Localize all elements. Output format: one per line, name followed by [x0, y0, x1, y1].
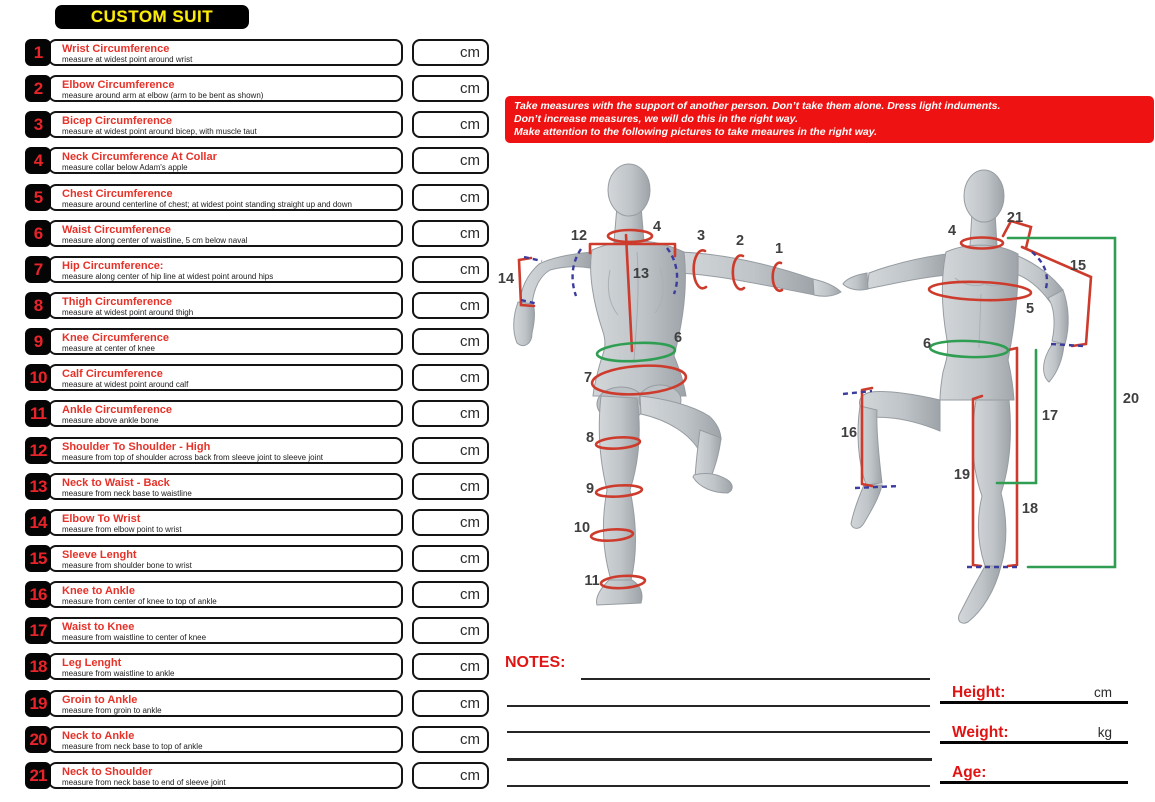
- row-number-badge: [25, 364, 51, 391]
- measurement-value-input[interactable]: [414, 298, 460, 313]
- personal-info-fields: [940, 681, 1128, 801]
- measurement-value-input[interactable]: [414, 153, 460, 168]
- measurement-description: measure from shoulder bone to wrist: [62, 560, 192, 570]
- measurement-value-box[interactable]: [412, 147, 489, 174]
- measurement-value-input[interactable]: [414, 370, 460, 385]
- measurement-value-box[interactable]: [412, 437, 489, 464]
- measurement-description: measure along center of waistline, 5 cm below naval: [62, 235, 248, 245]
- measurement-title: Leg Lenght: [62, 657, 122, 670]
- measurement-value-input[interactable]: [414, 732, 460, 747]
- measurement-value-box[interactable]: [412, 328, 489, 355]
- measurement-value-box[interactable]: [412, 364, 489, 391]
- row-number-badge: [25, 473, 51, 500]
- figure-annotation-label: 8: [585, 430, 595, 446]
- measurement-row: [25, 653, 489, 680]
- measurement-description: measure from waistline to ankle: [62, 669, 175, 679]
- measurement-label-box: [48, 545, 403, 572]
- row-number-badge: [25, 147, 51, 174]
- measurement-figure: [488, 150, 1155, 655]
- measurement-title: Neck to Waist - Back: [62, 476, 170, 489]
- measurement-list: [25, 39, 489, 789]
- figure-annotation-label: 20: [1122, 391, 1140, 407]
- unit-label: cm: [460, 658, 480, 676]
- row-number: 12: [29, 440, 47, 460]
- measurement-row: [25, 111, 489, 138]
- unit-label: cm: [460, 549, 480, 567]
- row-number: 2: [33, 79, 43, 99]
- measurement-label-box: [48, 762, 403, 789]
- measurement-row: [25, 473, 489, 500]
- figure-annotation-label: 9: [585, 481, 595, 497]
- row-number-badge: [25, 437, 51, 464]
- measurement-title: Waist to Knee: [62, 621, 135, 634]
- measurement-value-input[interactable]: [414, 696, 460, 711]
- measurement-row: [25, 581, 489, 608]
- unit-label: cm: [460, 80, 480, 98]
- measurement-value-input[interactable]: [414, 190, 460, 205]
- row-number: 1: [33, 43, 43, 62]
- row-number: 7: [33, 259, 43, 279]
- measurement-value-box[interactable]: [412, 545, 489, 572]
- measurement-value-input[interactable]: [414, 226, 460, 241]
- figure-annotation-label: 12: [570, 228, 588, 244]
- notes-line[interactable]: [507, 785, 930, 787]
- measurement-label-box: [48, 292, 403, 319]
- measurement-title: Waist Circumference: [62, 223, 172, 236]
- measurement-value-input[interactable]: [414, 334, 460, 349]
- measurement-label-box: [48, 364, 403, 391]
- unit-label: cm: [460, 224, 480, 242]
- info-field-label: Height:: [952, 683, 1006, 701]
- unit-label: cm: [460, 441, 480, 459]
- measurement-label-box: [48, 220, 403, 247]
- info-field-unit: cm: [1094, 684, 1112, 700]
- row-number: 21: [29, 765, 47, 785]
- figure-annotation-label: 10: [573, 520, 591, 536]
- measurement-description: measure along center of hip line at widest point around hips: [62, 271, 274, 281]
- row-number: 19: [29, 693, 47, 713]
- row-number: 17: [29, 621, 47, 641]
- measurement-row: [25, 437, 489, 464]
- row-number-badge: [25, 400, 51, 427]
- measurement-title: Shoulder To Shoulder - High: [62, 440, 211, 453]
- measurement-description: measure from neck base to waistline: [62, 488, 192, 498]
- measurement-value-input[interactable]: [414, 551, 460, 566]
- unit-label: cm: [460, 260, 480, 278]
- measurement-label-box: [48, 75, 403, 102]
- row-number-badge: [25, 545, 51, 572]
- unit-label: cm: [460, 730, 480, 748]
- unit-label: cm: [460, 513, 480, 531]
- measurement-value-box[interactable]: [412, 184, 489, 211]
- measurement-value-box[interactable]: [412, 292, 489, 319]
- row-number: 3: [33, 115, 43, 135]
- unit-label: cm: [460, 586, 480, 604]
- measurement-title: Knee Circumference: [62, 332, 169, 345]
- measurement-value-input[interactable]: [414, 515, 460, 530]
- figure-annotation-label: 16: [840, 425, 858, 441]
- measurement-title: Neck to Shoulder: [62, 765, 153, 778]
- unit-label: cm: [460, 405, 480, 423]
- measurement-label-box: [48, 184, 403, 211]
- figure-annotation-label: 1: [774, 241, 784, 257]
- unit-label: cm: [460, 188, 480, 206]
- notes-line[interactable]: [507, 758, 932, 761]
- row-number-badge: [25, 328, 51, 355]
- measurement-description: measure at widest point around calf: [62, 380, 189, 390]
- measurement-row: [25, 400, 489, 427]
- row-number-badge: [25, 617, 51, 644]
- warning-line: Take measures with the support of another person. Don’t take them alone. Dress light induments.: [514, 100, 1001, 112]
- figure-annotation-label: 18: [1021, 501, 1039, 517]
- figure-annotation-label: 19: [953, 467, 971, 483]
- measurement-title: Knee to Ankle: [62, 585, 135, 598]
- measurement-label-box: [48, 653, 403, 680]
- measurement-value-input[interactable]: [414, 81, 460, 96]
- row-number-badge: [25, 220, 51, 247]
- measurement-value-box[interactable]: [412, 111, 489, 138]
- measurement-label-box: [48, 328, 403, 355]
- measurement-label-box: [48, 111, 403, 138]
- page-title-bar: [55, 5, 249, 29]
- measurement-title: Groin to Ankle: [62, 693, 138, 706]
- mannequin-diagram-image: [488, 150, 1155, 655]
- measurement-row: [25, 617, 489, 644]
- unit-label: cm: [460, 152, 480, 170]
- measurement-value-box[interactable]: [412, 75, 489, 102]
- row-number: 5: [33, 187, 43, 207]
- row-number-badge: [25, 111, 51, 138]
- measurement-description: measure around centerline of chest; at widest point standing straight up and down: [62, 199, 352, 209]
- measurement-value-input[interactable]: [414, 479, 460, 494]
- notes-line[interactable]: [507, 731, 930, 733]
- row-number: 15: [29, 548, 47, 568]
- measurement-value-box[interactable]: [412, 581, 489, 608]
- measurement-description: measure at widest point around bicep, with muscle taut: [62, 127, 257, 137]
- figure-annotation-label: 17: [1041, 408, 1059, 424]
- figure-annotation-label: 6: [673, 330, 683, 346]
- row-number: 6: [33, 223, 43, 243]
- row-number-badge: [25, 762, 51, 789]
- measurement-title: Neck Circumference At Collar: [62, 151, 217, 164]
- measurement-value-box[interactable]: [412, 220, 489, 247]
- measurement-description: measure at widest point around wrist: [62, 55, 193, 64]
- measurement-label-box: [48, 473, 403, 500]
- page-title: CUSTOM SUIT: [90, 7, 214, 26]
- measurement-row: [25, 75, 489, 102]
- measurement-label-box: [48, 581, 403, 608]
- measurement-row: [25, 762, 489, 789]
- row-number-badge: [25, 690, 51, 717]
- row-number: 11: [30, 404, 46, 424]
- measurement-label-box: [48, 617, 403, 644]
- measurement-label-box: [48, 147, 403, 174]
- measurement-value-box[interactable]: [412, 690, 489, 717]
- figure-annotation-label: 11: [584, 573, 600, 589]
- measurement-title: Thigh Circumference: [62, 295, 173, 308]
- info-field-row[interactable]: [940, 761, 1128, 784]
- measurement-row: [25, 147, 489, 174]
- unit-label: cm: [460, 766, 480, 784]
- row-number: 4: [33, 151, 43, 171]
- unit-label: cm: [460, 622, 480, 640]
- info-field-row[interactable]: [940, 721, 1128, 744]
- measurement-value-input[interactable]: [414, 117, 460, 132]
- measurement-row: [25, 256, 489, 283]
- notes-line[interactable]: [507, 705, 930, 707]
- row-number: 16: [29, 585, 47, 605]
- measurement-value-box[interactable]: [412, 256, 489, 283]
- measurement-value-input[interactable]: [414, 406, 460, 421]
- measurement-row: [25, 220, 489, 247]
- measurement-description: measure collar below Adam's apple: [62, 163, 188, 173]
- row-number-badge: [25, 726, 51, 753]
- figure-annotation-label: 3: [696, 228, 706, 244]
- measurement-value-box[interactable]: [412, 400, 489, 427]
- info-field-label: Age:: [952, 763, 987, 781]
- row-number: 14: [29, 512, 47, 532]
- measurement-title: Hip Circumference:: [62, 259, 164, 272]
- measurement-value-input[interactable]: [414, 659, 460, 674]
- notes-line[interactable]: [581, 678, 930, 680]
- measurement-title: Neck to Ankle: [62, 729, 135, 742]
- measurement-label-box: [48, 39, 403, 66]
- measurement-title: Chest Circumference: [62, 187, 173, 200]
- measurement-title: Elbow Circumference: [62, 79, 175, 92]
- measurement-value-box[interactable]: [412, 509, 489, 536]
- measurement-row: [25, 690, 489, 717]
- figure-annotation-label: 4: [652, 219, 662, 235]
- measurement-description: measure from center of knee to top of ankle: [62, 597, 217, 607]
- measurement-description: measure from neck base to end of sleeve joint: [62, 777, 226, 787]
- row-number: 8: [33, 295, 43, 315]
- unit-label: cm: [460, 694, 480, 712]
- row-number-badge: [25, 75, 51, 102]
- row-number-badge: [25, 39, 51, 66]
- row-number: 13: [29, 476, 47, 496]
- info-field-label: Weight:: [952, 723, 1009, 741]
- measurement-title: Wrist Circumference: [62, 43, 170, 55]
- measurement-label-box: [48, 256, 403, 283]
- row-number-badge: [25, 256, 51, 283]
- measurement-description: measure above ankle bone: [62, 416, 159, 426]
- figure-annotation-label: 13: [632, 266, 650, 282]
- measurement-row: [25, 726, 489, 753]
- warning-line: Make attention to the following pictures to take meaures in the right way.: [514, 126, 878, 138]
- measurement-label-box: [48, 509, 403, 536]
- measurement-row: [25, 184, 489, 211]
- row-number: 18: [29, 657, 47, 677]
- figure-annotation-label: 14: [497, 271, 515, 287]
- measurement-value-input[interactable]: [414, 587, 460, 602]
- unit-label: cm: [460, 116, 480, 134]
- measurement-row: [25, 292, 489, 319]
- measurement-label-box: [48, 690, 403, 717]
- measurement-value-input[interactable]: [414, 623, 460, 638]
- unit-label: cm: [460, 477, 480, 495]
- row-number-badge: [25, 653, 51, 680]
- figure-annotation-label: 7: [583, 370, 593, 386]
- row-number: 20: [29, 729, 47, 749]
- measurement-title: Ankle Circumference: [62, 404, 173, 417]
- warning-line: Don’t increase measures, we will do this in the right way.: [514, 113, 798, 125]
- measurement-label-box: [48, 437, 403, 464]
- row-number-badge: [25, 581, 51, 608]
- warning-banner: [505, 96, 1154, 143]
- notes-label: NOTES:: [505, 654, 566, 671]
- measurement-description: measure from groin to ankle: [62, 705, 162, 715]
- measurement-row: [25, 328, 489, 355]
- measurement-description: measure around arm at elbow (arm to be bent as shown): [62, 91, 264, 101]
- measurement-value-input[interactable]: [414, 262, 460, 277]
- measurement-value-input[interactable]: [414, 45, 460, 60]
- measurement-description: measure from waistline to center of knee: [62, 633, 207, 643]
- figure-annotation-label: 5: [1025, 301, 1035, 317]
- measurement-row: [25, 545, 489, 572]
- measurement-label-box: [48, 726, 403, 753]
- measurement-value-input[interactable]: [414, 768, 460, 783]
- info-field-row[interactable]: [940, 681, 1128, 704]
- unit-label: cm: [460, 296, 480, 314]
- measurement-title: Bicep Circumference: [62, 115, 173, 128]
- info-field-unit: kg: [1097, 724, 1112, 740]
- figure-annotation-label: 2: [735, 233, 745, 249]
- measurement-description: measure from top of shoulder across back from sleeve joint to sleeve joint: [62, 452, 324, 462]
- measurement-title: Calf Circumference: [62, 368, 163, 381]
- row-number-badge: [25, 184, 51, 211]
- measurement-row: [25, 364, 489, 391]
- measurement-value-input[interactable]: [414, 443, 460, 458]
- row-number-badge: [25, 509, 51, 536]
- measurement-row: [25, 509, 489, 536]
- row-number: 10: [29, 368, 47, 388]
- unit-label: cm: [460, 44, 480, 61]
- figure-annotation-label: 21: [1006, 210, 1024, 226]
- measurement-row: [25, 39, 489, 66]
- measurement-value-box[interactable]: [412, 39, 489, 66]
- measurement-label-box: [48, 400, 403, 427]
- measurement-value-box[interactable]: [412, 473, 489, 500]
- measurement-description: measure at center of knee: [62, 344, 155, 354]
- measurement-value-box[interactable]: [412, 653, 489, 680]
- figure-annotation-label: 4: [947, 223, 957, 239]
- row-number: 9: [33, 332, 43, 352]
- measurement-value-box[interactable]: [412, 617, 489, 644]
- figure-annotation-label: 6: [922, 336, 932, 352]
- measurement-description: measure at widest point around thigh: [62, 307, 194, 317]
- measurement-value-box[interactable]: [412, 726, 489, 753]
- measurement-value-box[interactable]: [412, 762, 489, 789]
- row-number-badge: [25, 292, 51, 319]
- figure-annotation-label: 15: [1069, 258, 1087, 274]
- unit-label: cm: [460, 369, 480, 387]
- measurement-description: measure from neck base to top of ankle: [62, 741, 203, 751]
- measurement-title: Elbow To Wrist: [62, 512, 141, 525]
- measurement-title: Sleeve Lenght: [62, 548, 137, 561]
- measurement-description: measure from elbow point to wrist: [62, 524, 182, 534]
- unit-label: cm: [460, 333, 480, 351]
